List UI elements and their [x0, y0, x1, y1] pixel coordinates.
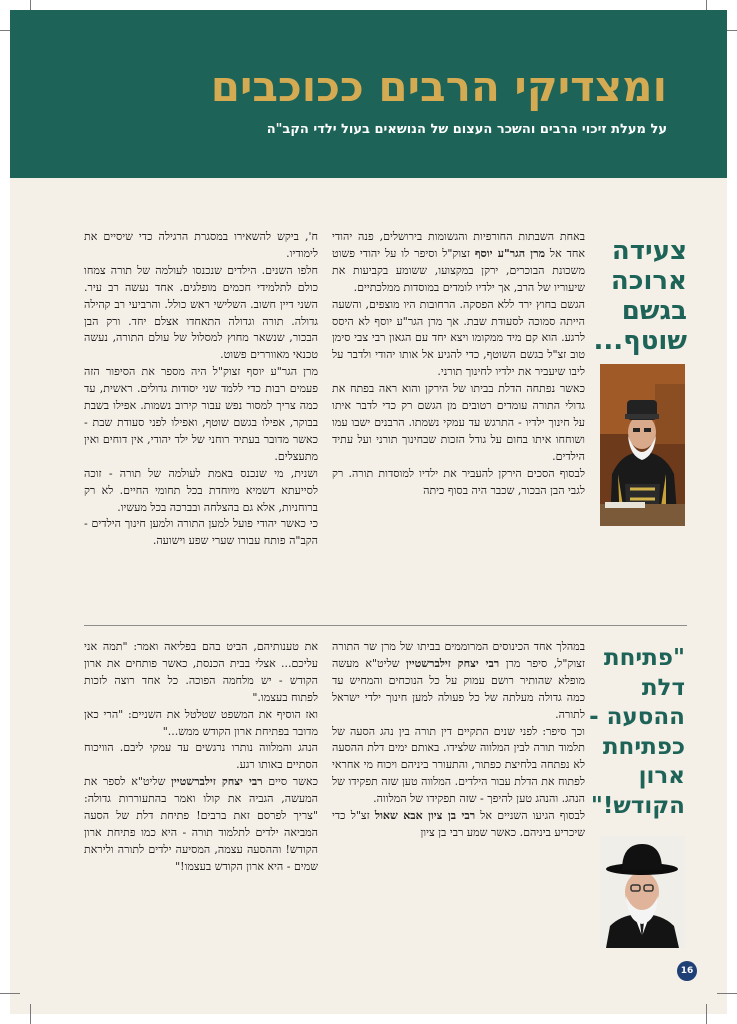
section-2-column-left — [84, 639, 318, 949]
text-run: זצוק"ל וסיפר לו על יהודי פשוט משכונת הבוכרים, ירקן במקצועו, ששומע בקביעות את שיעוריו של הרב, אך ילדיו לומדים במוסדות ממלכתיים. — [332, 246, 585, 294]
heading-line: צעידה — [611, 236, 687, 266]
section-1-column-right — [332, 229, 585, 612]
portrait-illustration — [600, 364, 685, 526]
section-2-column-right — [332, 639, 585, 949]
crop-mark — [717, 993, 737, 994]
article-paragraph — [332, 466, 585, 500]
heading-line: ארוכה — [610, 266, 687, 296]
text-run: הגשם בחוץ ירד ללא הפסקה. הרחובות היו מוצפים, והשעה הייתה סמוכה לסעודת שבת. אך מרן הגר"ע יוסף לא היסס לרגע. הוא קם מיד ממקומו ויצא יחד עם הגאון רבי צבי סימן טוב זצ"ל בגשם השוטף, כדי להגיע אל אותו יהודי ולדבר על ליבו שיעביר את ילדיו לחינוך תורני. — [332, 297, 585, 379]
bold-name: רבי יצחק זילברשטיין — [171, 775, 263, 789]
bold-name: רבי בן ציון אבא שאול — [374, 809, 476, 823]
heading-line: הקודש!" — [590, 792, 685, 819]
article-paragraph — [84, 639, 318, 707]
article-paragraph — [84, 466, 318, 517]
text-run: לבסוף הסכים הירקן להעביר את ילדיו למוסדות תורה. רק לגבי הבן הבכור, שכבר היה בסוף כיתה — [332, 466, 585, 497]
text-run: ושנית, מי שנכנס באמת לעולמה של תורה - זוכה לסייעתא דשמיא מיוחדת בכל תחומי החיים. לא רק ברוחניות, אלא גם בהצלחה ובברכה בכל מעשיו. — [84, 466, 318, 514]
heading-line: ארון — [638, 763, 685, 789]
article-paragraph — [332, 381, 585, 466]
text-run: כאשר סיים — [262, 775, 318, 789]
section-1-column-left — [84, 229, 318, 612]
text-run: הנהג והמלווה נותרו נרגשים עד עמקי ליבם. הוויכוח הסתיים באותו רגע. — [84, 741, 318, 772]
rabbi-ovadia-photo — [600, 364, 685, 526]
section-1-heading — [587, 236, 687, 356]
text-run: במהלך אחד הכינוסים המרוממים בביתו של מרן שר התורה זצוק"ל, סיפר מרן — [332, 640, 585, 670]
article-paragraph — [84, 740, 318, 774]
article-paragraph — [84, 707, 318, 741]
text-run: ואז הוסיף את המשפט שטלטל את השניים: "הרי כאן מדובר בפתיחת ארון הקודש ממש..." — [84, 707, 318, 738]
text-run: זצ"ל כדי שיכריע ביניהם. כאשר שמע רבי בן ציון — [332, 809, 585, 839]
bold-name: מרן הגר"ע יוסף — [474, 246, 546, 260]
article-paragraph — [84, 774, 318, 875]
article-paragraph — [332, 229, 585, 297]
text-run: כאשר נפתחה הדלת בביתו של הירקן והוא ראה בפתח את גדולי התורה עומדים רטובים מן הגשם רק כדי לדבר איתו על חינוך ילדיו - התרגש עד עמקי נשמתו. הרבנים ישבו עמו ושוחחו איתו בחום על גודל הזכות שבחינוך תורני ועל עתיד הילדים. — [332, 382, 585, 463]
article-paragraph — [332, 724, 585, 809]
crop-mark — [0, 993, 20, 994]
text-run: שליט"א לספר את המעשה, הגביה את קולו ואמר בהתעוררות גדולה: "צריך לפרסם זאת ברבים! פתיחת דלת של הסעה המביאה ילדים לתלמוד תורה - היא כמו פתיחת ארון הקודש! וההסעה עצמה, המסיעה ילדים לתורה וליראת שמים - היא ארון הקודש בעצמו!" — [84, 775, 318, 873]
rabbi-zilbershtein-photo — [600, 836, 685, 948]
heading-line: שוטף... — [593, 326, 687, 356]
text-run: וכך סיפר: לפני שנים התקיים דין תורה בין נהג הסעה של תלמוד תורה לבין המלווה שלצידו. באותם ימים דלת ההסעה לא נפתחה בלחיצת כפתור, והתעורר ביניהם ויכוח מי אחראי לפתוח את הדלת עבור הילדים. המלווה טען שזה תפקידו של הנהג. והנהג טען להיפך - שזה תפקידו של המלווה. — [332, 724, 585, 806]
text-run: באחת השבתות החורפיות והגשומות בירושלים, פנה יהודי אחד אל — [332, 230, 585, 260]
portrait-illustration — [600, 836, 685, 948]
article-title: ומצדיקי הרבים ככוכבים — [210, 62, 667, 111]
page-number: 16 — [677, 961, 697, 981]
article-paragraph — [332, 639, 585, 724]
article-paragraph — [84, 364, 318, 465]
heading-line: "פתיחת — [603, 645, 685, 671]
article-subtitle: על מעלת זיכוי הרבים והשכר העצום של הנושאים בעול ילדי הקב"ה — [266, 122, 667, 137]
bold-name: רבי יצחק זילברשטיין — [406, 656, 500, 670]
article-paragraph — [84, 516, 318, 550]
crop-mark — [30, 1004, 31, 1024]
text-run: את טענותיהם, הביט בהם בפליאה ואמר: "תמה אני עליכם... אצלי בבית הכנסת, כאשר פותחים את ארון הקודש - יש מלחמה הפוכה. כל אחד רוצה לזכות לפתוח בעצמו." — [84, 640, 318, 704]
text-run: מרן הגר"ע יוסף זצוק"ל היה מספר את הסיפור הזה פעמים רבות כדי ללמד שני יסודות גדולים. ראשית, עד כמה צריך למסור נפש עבור קירוב נשמות. אפילו בשבת בבוקר, אפילו בגשם שוטף, ואפילו לפני סעודת שבת - כאשר מדובר בעתיד רוחני של ילד יהודי, אין דוחים ואין מתעצלים. — [84, 365, 318, 463]
heading-line: ההסעה - — [589, 704, 685, 730]
article-paragraph — [84, 263, 318, 364]
section-divider — [84, 625, 687, 626]
text-run: חלפו השנים. הילדים שנכנסו לעולמה של תורה צמחו כולם לתלמידי חכמים מופלגים. אחד נעשה רב עיר. השני דיין חשוב. השלישי ראש כולל. והרביעי רב קהילה גדולה. תורה וגדולה התאחדו אצלם יחד. ורק הבן הבכור, שנשאר מחוץ למסלול של עולם התורה, נעשה טכנאי מאווררים פשוט. — [84, 263, 318, 362]
text-run: שליט"א מעשה מופלא שהותיר רושם עמוק על כל הנוכחים והמחיש עד כמה גדולה מעלתה של כל פעולה למען חינוך ילדי ישראל לתורה. — [332, 656, 585, 721]
text-run: כי כאשר יהודי פועל למען התורה ולמען חינוך הילדים - הקב"ה פותח עבורו שערי שפע וישועה. — [84, 517, 318, 548]
heading-line: דלת — [641, 674, 685, 701]
heading-line: כפתיחת — [602, 733, 685, 760]
section-2-heading — [585, 644, 685, 821]
text-run: ח', ביקש להשאירו במסגרת הרגילה כדי שיסיים את לימודיו. — [84, 230, 318, 260]
heading-line: בגשם — [621, 296, 687, 326]
text-run: לבסוף הגיעו השניים אל — [475, 809, 585, 823]
crop-mark — [706, 1004, 707, 1024]
article-paragraph — [332, 808, 585, 842]
article-paragraph — [332, 297, 585, 382]
article-paragraph — [84, 229, 318, 263]
